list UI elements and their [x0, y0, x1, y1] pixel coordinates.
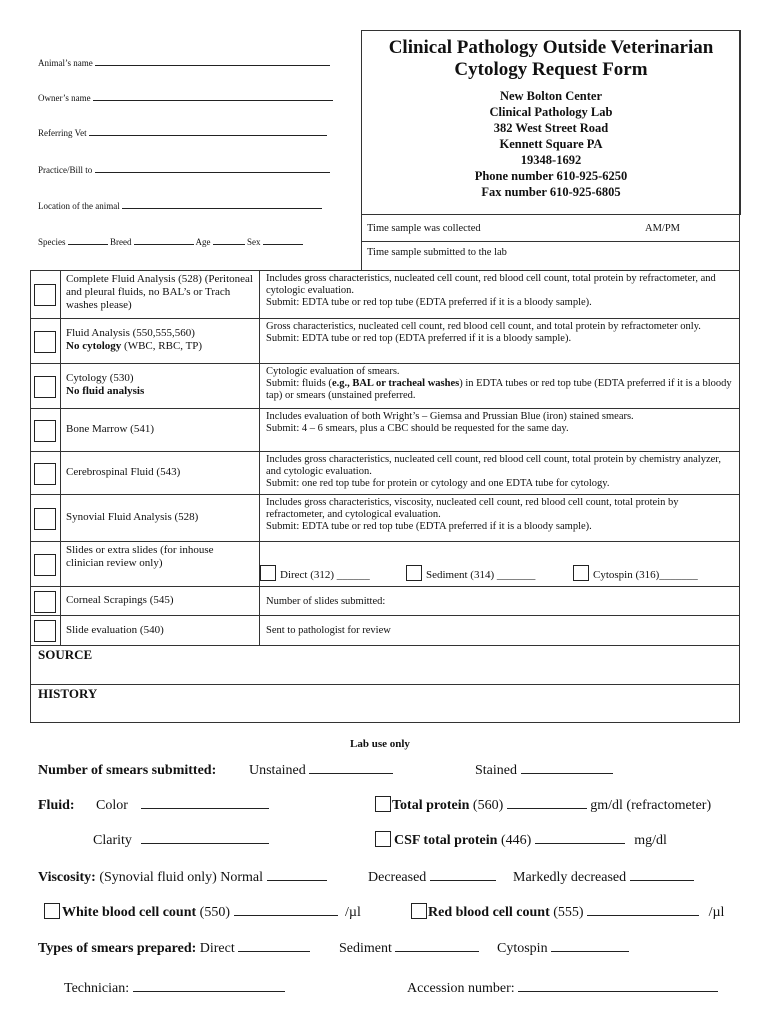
slide-option[interactable] [573, 565, 698, 582]
age-label: Age [195, 237, 211, 247]
slide-option[interactable] [406, 565, 535, 582]
species-input[interactable] [68, 243, 108, 245]
description-text: Gross characteristics, nucleated cell count, red blood cell count, and total protein by refractometer only. [266, 321, 701, 332]
address-line: New Bolton Center [499, 89, 603, 103]
time-submitted-label: Time sample submitted to the lab [367, 247, 507, 258]
submit-text: Submit: 4 – 6 smears, plus a CBC should be requested for the same day. [266, 423, 569, 434]
submit-emphasis: e.g., BAL or tracheal washes [331, 378, 460, 389]
sex-label: Sex [247, 237, 261, 247]
total-protein-checkbox[interactable] [375, 796, 391, 812]
slide-option[interactable] [260, 565, 370, 582]
time-collected-label: Time sample was collected [367, 223, 481, 234]
test-description [266, 596, 734, 608]
test-description [266, 321, 734, 345]
submit-text: Submit: EDTA tube or red top tube (EDTA preferred if it is a bloody sample). [266, 297, 592, 308]
cytospin-field[interactable]: Cytospin [497, 941, 629, 957]
test-label: Corneal Scrapings (545) [66, 594, 174, 606]
breed-input[interactable] [134, 243, 194, 245]
technician-field[interactable]: Technician: [64, 981, 285, 997]
test-name: Cytology (530) [66, 371, 134, 384]
markedly-decreased-field[interactable]: Markedly decreased [513, 870, 694, 886]
option-label: Direct (312) ______ [280, 569, 370, 581]
rbc-field[interactable]: Red blood cell count (555) /µl [428, 905, 725, 920]
stained-field[interactable]: Stained [475, 763, 613, 779]
row-divider [30, 541, 740, 542]
description-text: Includes gross characteristics, viscosity, nucleated cell count, red blood cell count, total protein by refractometer, and cytological evaluation. [266, 497, 679, 520]
practice-field[interactable]: Practice/Bill to [38, 165, 330, 175]
animal-name-field[interactable]: Animal’s name [38, 58, 330, 68]
total-protein-field[interactable]: Total protein (560) gm/dl (refractometer) [392, 798, 712, 813]
test-label [66, 372, 254, 398]
source-label: SOURCE [38, 647, 93, 662]
row-divider [30, 451, 740, 452]
age-input[interactable] [213, 243, 245, 245]
address-line: 382 West Street Road [493, 121, 609, 135]
test-checkbox[interactable] [34, 331, 56, 353]
description-text: Number of slides submitted: [266, 596, 386, 607]
wbc-checkbox[interactable] [44, 903, 60, 919]
row-divider [30, 408, 740, 409]
color-field[interactable]: Color [96, 798, 269, 814]
row-divider [30, 494, 740, 495]
address-line: Kennett Square PA [499, 137, 603, 151]
description-text: Includes gross characteristics, nucleated cell count, red blood cell count, total protein by refractometer, and cytologic evaluation. [266, 273, 716, 296]
form-title: Clinical Pathology Outside Veterinarian Cytology Request Form [388, 37, 714, 80]
test-checkbox[interactable] [34, 554, 56, 576]
test-label: Complete Fluid Analysis (528) (Peritoneal and pleural fluids, no BAL’s or Trach washes please) [66, 273, 253, 311]
test-label: Synovial Fluid Analysis (528) [66, 511, 199, 523]
submit-part: Submit: fluids ( [266, 378, 332, 389]
row-divider [30, 615, 740, 616]
location-field[interactable]: Location of the animal [38, 201, 322, 211]
history-label: HISTORY [38, 686, 98, 701]
unstained-field[interactable]: Unstained [249, 763, 393, 779]
test-description [266, 625, 734, 637]
test-description [266, 454, 734, 490]
test-label: Cerebrospinal Fluid (543) [66, 466, 181, 478]
test-label: Slides or extra slides (for inhouse clinician review only) [66, 544, 214, 569]
address-line: Phone number 610-925-6250 [474, 169, 628, 183]
ampm-label: AM/PM [645, 223, 681, 234]
test-qualifier: No cytology [66, 339, 122, 352]
csf-protein-field[interactable]: CSF total protein (446) mg/dl [394, 833, 667, 848]
sex-input[interactable] [263, 243, 303, 245]
test-checkbox[interactable] [34, 376, 56, 398]
test-description [266, 411, 734, 435]
rbc-checkbox[interactable] [411, 903, 427, 919]
option-label: Sediment (314) _______ [426, 569, 536, 581]
wbc-field[interactable]: White blood cell count (550) /µl [62, 905, 361, 920]
test-label [66, 327, 254, 353]
option-checkbox[interactable] [573, 565, 589, 581]
description-text: Includes gross characteristics, nucleated cell count, red blood cell count, total protein by chemistry analyzer, and cytologic evaluation. [266, 454, 721, 477]
description-text: Includes evaluation of both Wright’s – Giemsa and Prussian Blue (iron) stained smears. [266, 411, 634, 422]
option-label: Cytospin (316)_______ [593, 569, 698, 581]
test-label: Slide evaluation (540) [66, 623, 164, 636]
option-checkbox[interactable] [260, 565, 276, 581]
address-line: 19348-1692 [520, 153, 582, 167]
test-qualifier-tail: (WBC, RBC, TP) [121, 339, 203, 352]
test-label: Bone Marrow (541) [66, 423, 154, 435]
row-divider [30, 586, 740, 587]
lab-use-heading: Lab use only [350, 738, 410, 750]
species-row [38, 237, 303, 247]
test-checkbox[interactable] [34, 284, 56, 306]
csf-protein-checkbox[interactable] [375, 831, 391, 847]
test-checkbox[interactable] [34, 620, 56, 642]
fluid-label: Fluid: [38, 798, 75, 813]
submit-text [266, 378, 734, 402]
breed-label: Breed [110, 237, 132, 247]
row-divider [30, 363, 740, 364]
test-checkbox[interactable] [34, 591, 56, 613]
decreased-field[interactable]: Decreased [368, 870, 496, 886]
address-line: Fax number 610-925-6805 [481, 185, 621, 199]
sediment-field[interactable]: Sediment [339, 941, 479, 957]
test-description [266, 366, 734, 402]
accession-field[interactable]: Accession number: [407, 981, 718, 997]
row-divider [30, 318, 740, 319]
owner-name-field[interactable]: Owner’s name [38, 93, 333, 103]
test-checkbox[interactable] [34, 463, 56, 485]
option-checkbox[interactable] [406, 565, 422, 581]
referring-vet-field[interactable]: Referring Vet [38, 128, 327, 138]
smears-row [38, 763, 216, 779]
lab-address [362, 88, 740, 200]
clarity-field[interactable]: Clarity [93, 833, 269, 849]
description-text: Sent to pathologist for review [266, 625, 391, 636]
test-qualifier: No fluid analysis [66, 384, 145, 397]
address-line: Clinical Pathology Lab [489, 105, 613, 119]
test-checkbox[interactable] [34, 508, 56, 530]
viscosity-field[interactable]: Viscosity: (Synovial fluid only) Normal [38, 870, 327, 886]
direct-input[interactable] [238, 950, 310, 952]
test-name: Fluid Analysis (550,555,560) [66, 326, 195, 339]
smears-label: Number of smears submitted: [38, 763, 217, 778]
submit-text: Submit: EDTA tube or red top tube (EDTA preferred if it is a bloody sample). [266, 521, 592, 532]
test-checkbox[interactable] [34, 420, 56, 442]
species-label: Species [38, 237, 66, 247]
submit-part: ) in EDTA tubes or red top tube (EDTA preferred if it is a bloody tap) or smears (unstained preferred. [266, 378, 732, 401]
submit-text: Submit: one red top tube for protein or cytology and one EDTA tube for cytology. [266, 478, 610, 489]
description-text: Cytologic evaluation of smears. [266, 366, 400, 377]
types-of-smears-row: Types of smears prepared: Direct [38, 941, 310, 957]
submit-text: Submit: EDTA tube or red top (EDTA preferred if it is a bloody sample). [266, 333, 572, 344]
test-description [266, 497, 734, 533]
test-description [266, 273, 734, 309]
title-box [361, 30, 741, 215]
